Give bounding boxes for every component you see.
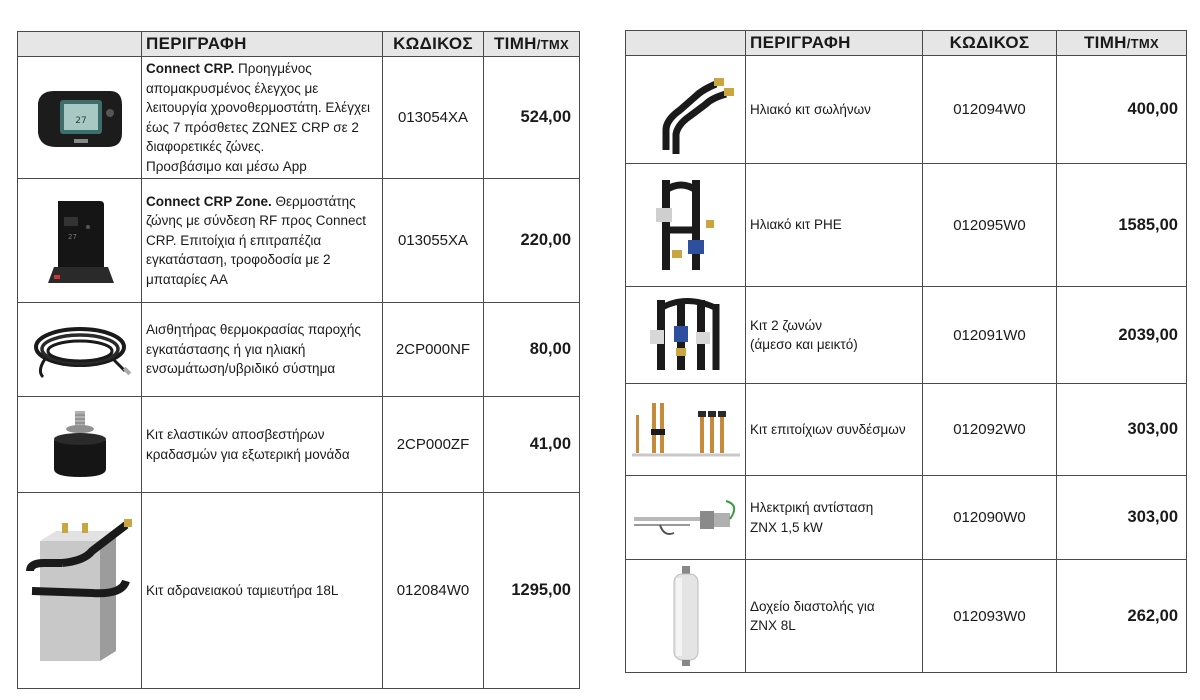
right-price-table	[625, 30, 1187, 673]
product-code: 012090W0	[923, 476, 1057, 560]
description-line: ZNX 1,5 kW	[750, 519, 823, 535]
product-price: 524,00	[484, 57, 580, 179]
product-image-cell	[18, 179, 142, 303]
header-image-cell	[18, 32, 142, 57]
description-line: μπαταρίες ΑΑ	[146, 271, 228, 287]
description-line: Δοχείο διαστολής για	[750, 598, 875, 614]
description-line: Κιτ 2 ζωνών	[750, 317, 822, 333]
product-description	[746, 287, 923, 384]
table-row	[626, 287, 1187, 384]
description-line: Ηλιακό κιτ σωλήνων	[750, 101, 871, 117]
buffer-tank-icon	[22, 511, 137, 671]
product-price: 303,00	[1057, 384, 1187, 476]
product-image-cell	[626, 384, 746, 476]
product-code: 012084W0	[383, 493, 484, 689]
electric-heater-icon	[630, 493, 742, 543]
thermostat-controller-icon	[30, 83, 130, 153]
table-row	[18, 179, 580, 303]
description-line: διαφορετικές ζώνες.	[146, 139, 265, 154]
product-code: 013055XA	[383, 179, 484, 303]
product-image-cell	[18, 303, 142, 397]
product-image-cell	[626, 287, 746, 384]
description-line: εγκατάσταση, τροφοδοσία με 2	[146, 252, 331, 268]
rubber-damper-icon	[40, 405, 120, 485]
header-price-unit: /ΤΜΧ	[1126, 36, 1159, 51]
header-code: ΚΩΔΙΚΟΣ	[383, 32, 484, 57]
product-price: 1295,00	[484, 493, 580, 689]
svg-text:27: 27	[67, 232, 77, 241]
description-line: Προσβάσιμο και μέσω App	[146, 158, 307, 174]
zone-thermostat-icon	[30, 191, 130, 291]
product-code: 2CP000NF	[383, 303, 484, 397]
header-description: ΠΕΡΙΓΡΑΦΗ	[142, 32, 383, 57]
header-description: ΠΕΡΙΓΡΑΦΗ	[746, 31, 923, 56]
product-image-cell	[626, 560, 746, 673]
header-image-cell	[626, 31, 746, 56]
description-line: Ηλεκτρική αντίσταση	[750, 500, 874, 515]
description-line: Προηγμένος	[238, 61, 312, 76]
description-line: ζώνης με σύνδεση RF προς Connect	[146, 213, 367, 229]
table-row	[626, 560, 1187, 673]
left-price-table	[17, 31, 580, 689]
description-line: ZNX 8L	[750, 618, 796, 633]
product-description	[746, 164, 923, 287]
wall-connectors-icon	[630, 395, 742, 465]
description-line: εγκατάστασης ή για ηλιακή	[146, 341, 306, 357]
header-price-label: ΤΙΜΗ	[1083, 33, 1127, 52]
product-price: 2039,00	[1057, 287, 1187, 384]
product-image-cell	[18, 397, 142, 493]
header-price-unit: /ΤΜΧ	[536, 37, 569, 52]
header-row	[18, 32, 580, 57]
product-image-cell	[626, 476, 746, 560]
product-price: 1585,00	[1057, 164, 1187, 287]
product-price: 220,00	[484, 179, 580, 303]
product-code: 012092W0	[923, 384, 1057, 476]
header-row	[626, 31, 1187, 56]
solar-pipe-kit-icon	[636, 60, 736, 160]
description-line: απομακρυσμένος έλεγχος με	[146, 80, 319, 96]
product-code: 012093W0	[923, 560, 1057, 673]
product-description	[142, 493, 383, 689]
product-title: Connect CRP Zone.	[146, 193, 272, 209]
description-line: κραδασμών για εξωτερική μονάδα	[146, 446, 350, 462]
table-row	[18, 57, 580, 179]
table-row	[18, 397, 580, 493]
expansion-vessel-icon	[656, 564, 716, 668]
product-price: 41,00	[484, 397, 580, 493]
table-row	[626, 476, 1187, 560]
svg-text:27: 27	[74, 115, 87, 126]
product-code: 013054XA	[383, 57, 484, 179]
product-price: 400,00	[1057, 56, 1187, 164]
description-line: λειτουργία χρονοθερμοστάτη. Ελέγχει	[146, 100, 371, 115]
product-code: 2CP000ZF	[383, 397, 484, 493]
product-description	[746, 560, 923, 673]
table-row	[626, 164, 1187, 287]
header-code: ΚΩΔΙΚΟΣ	[923, 31, 1057, 56]
product-image-cell	[18, 493, 142, 689]
solar-phe-kit-icon	[636, 170, 736, 280]
table-row	[18, 303, 580, 397]
header-price	[484, 32, 580, 57]
sensor-cable-icon	[25, 315, 135, 385]
product-code: 012091W0	[923, 287, 1057, 384]
product-description	[142, 179, 383, 303]
table-row	[626, 384, 1187, 476]
product-description	[142, 397, 383, 493]
product-code: 012094W0	[923, 56, 1057, 164]
description-line: Κιτ ελαστικών αποσβεστήρων	[146, 427, 325, 442]
description-line: Θερμοστάτης	[275, 193, 356, 209]
description-line: (άμεσο και μεικτό)	[750, 337, 858, 352]
description-line: Κιτ επιτοίχιων συνδέσμων	[750, 421, 906, 437]
description-line: Ηλιακό κιτ PHE	[750, 217, 842, 233]
product-price: 80,00	[484, 303, 580, 397]
product-title: Connect CRP.	[146, 61, 235, 76]
product-description	[746, 384, 923, 476]
product-image-cell	[18, 57, 142, 179]
header-price	[1057, 31, 1187, 56]
product-image-cell	[626, 164, 746, 287]
description-line: Κιτ αδρανειακού ταμιευτήρα 18L	[146, 582, 339, 598]
product-description	[142, 303, 383, 397]
description-line: CRP. Επιτοίχια ή επιτραπέζια	[146, 232, 322, 248]
product-code: 012095W0	[923, 164, 1057, 287]
header-price-label: ΤΙΜΗ	[493, 34, 537, 53]
description-line: έως 7 πρόσθετες ΖΩΝΕΣ CRP σε 2	[146, 119, 359, 135]
table-row	[626, 56, 1187, 164]
two-zone-kit-icon	[636, 290, 736, 380]
product-price: 262,00	[1057, 560, 1187, 673]
product-price: 303,00	[1057, 476, 1187, 560]
table-row	[18, 493, 580, 689]
product-description	[746, 476, 923, 560]
description-line: Αισθητήρας θερμοκρασίας παροχής	[146, 322, 361, 338]
description-line: ενσωμάτωση/υβριδικό σύστημα	[146, 361, 336, 377]
product-image-cell	[626, 56, 746, 164]
product-description	[142, 57, 383, 179]
product-description	[746, 56, 923, 164]
